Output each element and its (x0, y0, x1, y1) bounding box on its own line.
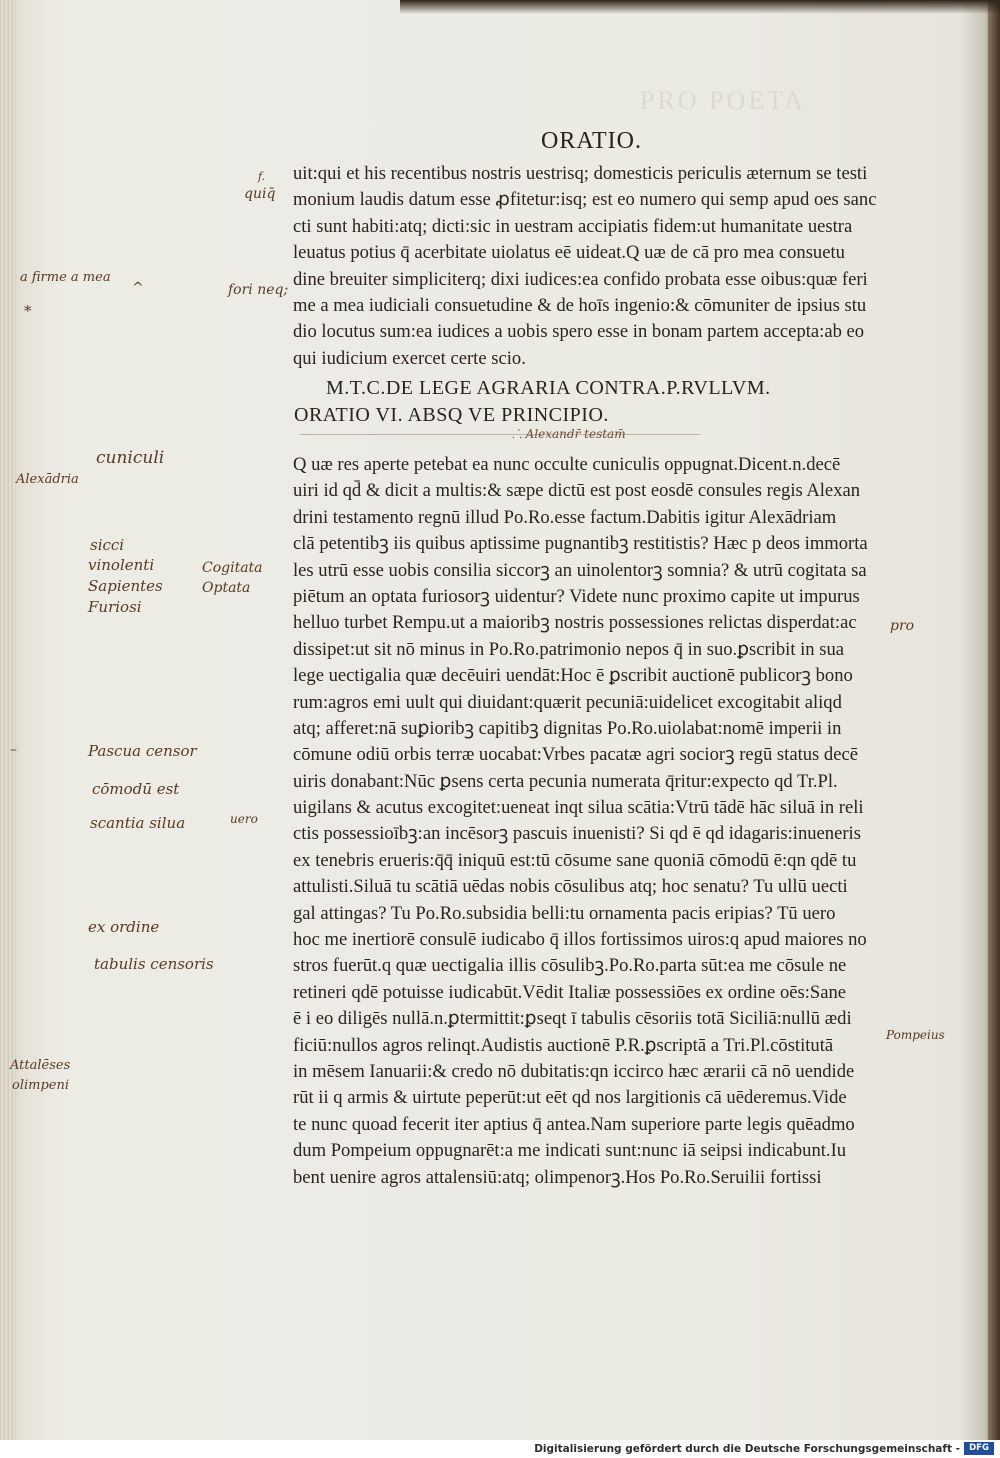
oration-title (294, 375, 771, 429)
paragraph-2 (293, 452, 877, 1191)
top-shadow (400, 0, 1000, 14)
marginal-note-optata: Optata (202, 580, 251, 596)
text-line: qui iudicium exercet certe scio. (293, 347, 526, 369)
marginal-note-tabulis: tabulis censoris (94, 955, 214, 973)
text-line: helluo turbet Rempu.ut a maioribꝫ nostris possessiones relictas disperdat:ac (293, 612, 857, 634)
marginal-note-firme-a-mea: a firme a mea (20, 270, 111, 285)
book-spine (988, 0, 1000, 1440)
text-line: ficiū:nullos agros relinqt.Audistis auctionē P.R.ꝑscriptā a Tri.Pl.cōstitutā (293, 1034, 834, 1056)
text-line: te nunc quoad fecerit iter aptius q̄ antea.Nam superiore parte legis quēadmo (293, 1113, 855, 1135)
marginal-note-cuniculi: cuniculi (96, 448, 165, 468)
title-line: M.T.C.DE LEGE AGRARIA CONTRA.P.RVLLVM. (326, 377, 771, 399)
text-line: stros fuerūt.q quæ uectigalia illis cōsulibꝫ.Po.Ro.parta sūt:ea me cōsule ne (293, 955, 847, 977)
caret-marker: ^ (132, 280, 144, 296)
marginal-note-scantia: scantia silua (90, 814, 186, 832)
text-line: clā petentibꝫ iis quibus aptissime pugnantibꝫ restitistis? Hæc p deos immorta (293, 533, 868, 555)
text-line: gal attingas? Tu Po.Ro.subsidia belli:tu ornamenta pacis eripias? Tū uero (293, 902, 836, 924)
title-line: ORATIO VI. ABSQ VE PRINCIPIO. (294, 404, 609, 426)
text-line: cti sunt habiti:atq; dicti:sic in uestram accipiatis fidem:ut humanitate uestra (293, 215, 853, 237)
marginal-note-vinolenti: vinolenti (88, 556, 155, 574)
text-line: drini testamento regnū illud Po.Ro.esse factum.Dabitis igitur Alexādriam (293, 506, 837, 528)
star-marker: * (24, 302, 32, 320)
text-line: dine breuiter simpliciterq; dixi iudices:ea confido probata esse oibus:quæ feri (293, 268, 868, 290)
marginal-note-cogitata: Cogitata (202, 560, 263, 576)
text-line: ē i eo diligēs nullā.n.ꝑtermittit:ꝑseqt ī tabulis cēsoriis totā Siciliā:nullū ædi (293, 1008, 852, 1030)
marginal-note-pompeius: Pompeius (886, 1028, 945, 1042)
marginal-note-alexandria: Alexādria (16, 472, 79, 487)
marginal-note-attalenses: Attalēses (10, 1058, 71, 1073)
text-line: uigilans & acutus excogitet:ueneat inqt silua scātia:Vtrū tādē hāc siluā in reli (293, 797, 864, 819)
marginal-note-quiq: quiq̄ (244, 186, 276, 202)
marginal-note-comodum: cōmodū est (92, 780, 180, 798)
text-line: attulisti.Siluā tu scātiā uēdas nobis cōsulibus atq; hoc senatu? Tu ullū uecti (293, 876, 848, 898)
text-line: dum Pompeium oppugnarēt:a me indicati sunt:nunc iā seipsi indicabunt.Iu (293, 1140, 847, 1162)
text-line: monium laudis datum esse ꝓfitetur:isq; est eo numero qui semp apud oes sanc (293, 189, 877, 211)
dfg-logo: DFG (964, 1442, 994, 1455)
text-line: me a mea iudiciali consuetudine & de hoīs ingenio:& cōmuniter de ipsius stu (293, 294, 867, 316)
marginal-mark-f: f. (258, 170, 266, 183)
running-head: ORATIO. (541, 128, 642, 154)
underline-rule (300, 434, 700, 435)
dash-marker: – (10, 742, 17, 758)
text-line: les utrū esse uobis consilia siccorꝫ an uinolentorꝫ somnia? & utrū cogitata sa (293, 559, 867, 581)
gloss-under-title: ⸫ Alexandr̄ testam̄ (512, 427, 626, 441)
text-line: Q uæ res aperte petebat ea nunc occulte cuniculis oppugnat.Dicent.n.decē (293, 454, 841, 475)
text-line: in mēsem Ianuarii:& credo nō dubitatis:qn iccirco hæc ærarii cā nō uendide (293, 1060, 855, 1082)
show-through-heading: PRO POETA (640, 86, 806, 115)
text-line: dio locutus sum:ea iudices a uobis spero esse in bonam partem accepta:ab eo (293, 321, 865, 343)
digitization-credit: Digitalisierung gefördert durch die Deutsche Forschungsgemeinschaft - (534, 1443, 960, 1455)
marginal-note-ex-ordine: ex ordine (88, 918, 160, 936)
marginal-note-sicci: sicci (90, 536, 125, 554)
marginal-note-fori-neq: fori neq; (228, 282, 289, 298)
text-line: hoc me inertiorē consulē iudicabo q̄ illos fortissimos uiros:q apud maiores no (293, 929, 867, 951)
text-line: dissipet:ut sit nō minus in Po.Ro.patrimonio nepos q̄ in suo.ꝑscribit in sua (293, 638, 845, 660)
text-line: leuatus potius q̄ acerbitate uiolatus eē uideat.Q uæ de cā pro mea consuetu (293, 242, 845, 264)
text-line: lege uectigalia quæ decēuiri uendāt:Hoc ē ꝑscribit auctionē publicorꝫ bono (293, 665, 853, 687)
marginal-note-sapientes: Sapientes (88, 577, 163, 595)
marginal-note-pascua: Pascua censor (88, 742, 197, 760)
marginal-note-olimpeni: olimpeni (12, 1078, 70, 1093)
text-line: uit:qui et his recentibus nostris uestrisq; domesticis periculis æternum se testi (293, 163, 868, 184)
text-line: rūt ii q armis & uirtute peperūt:ut eēt qd nos largitionis cā uēderemus.Vide (293, 1087, 847, 1109)
paragraph-1 (293, 161, 877, 372)
text-line: retineri qdē potuisse iudicabūt.Vēdit Italiæ possessiōes ex ordine oēs:Sane (293, 981, 847, 1003)
marginal-note-pro: pro (890, 618, 915, 634)
text-line: bent uenire agros attalensiū:atq; olimpenorꝫ.Hos Po.Ro.Seruilii fortissi (293, 1166, 822, 1188)
text-line: uiri id qd̄ & dicit a multis:& sæpe dictū est post eosdē consules regis Alexan (293, 480, 861, 502)
text-line: rum:agros emi uult qui diuidant:quærit pecuniā:uidelicet excogitabit aliqd (293, 691, 842, 713)
text-line: uiris donabant:Nūc ꝑsens certa pecunia numerata q̄ritur:expecto qd Tr.Pl. (293, 770, 838, 792)
marginal-note-furiosi: Furiosi (88, 598, 142, 616)
marginal-note-uero: uero (230, 812, 258, 826)
page-stack-edge (0, 0, 16, 1440)
text-line: atq; afferet:nā suꝑioribꝫ capitibꝫ dignitas Po.Ro.uiolabat:nomē imperii in (293, 717, 842, 739)
text-line: piētum an optata furiosorꝫ uidentur? Videte nunc proximo capite ut impurus (293, 585, 860, 607)
text-line: cōmune odiū orbis terræ uocabat:Vrbes pacatæ agri sociorꝫ regū status decē (293, 744, 858, 766)
text-line: ctis possessioībꝫ:an incēsorꝫ pascuis inuenisti? Si qd ē qd idagaris:inueneris (293, 823, 861, 845)
text-line: ex tenebris erueris:q̄q̄ iniquū est:tū cōsume sane quoniā cōmodū ē:qn qdē tu (293, 849, 857, 871)
